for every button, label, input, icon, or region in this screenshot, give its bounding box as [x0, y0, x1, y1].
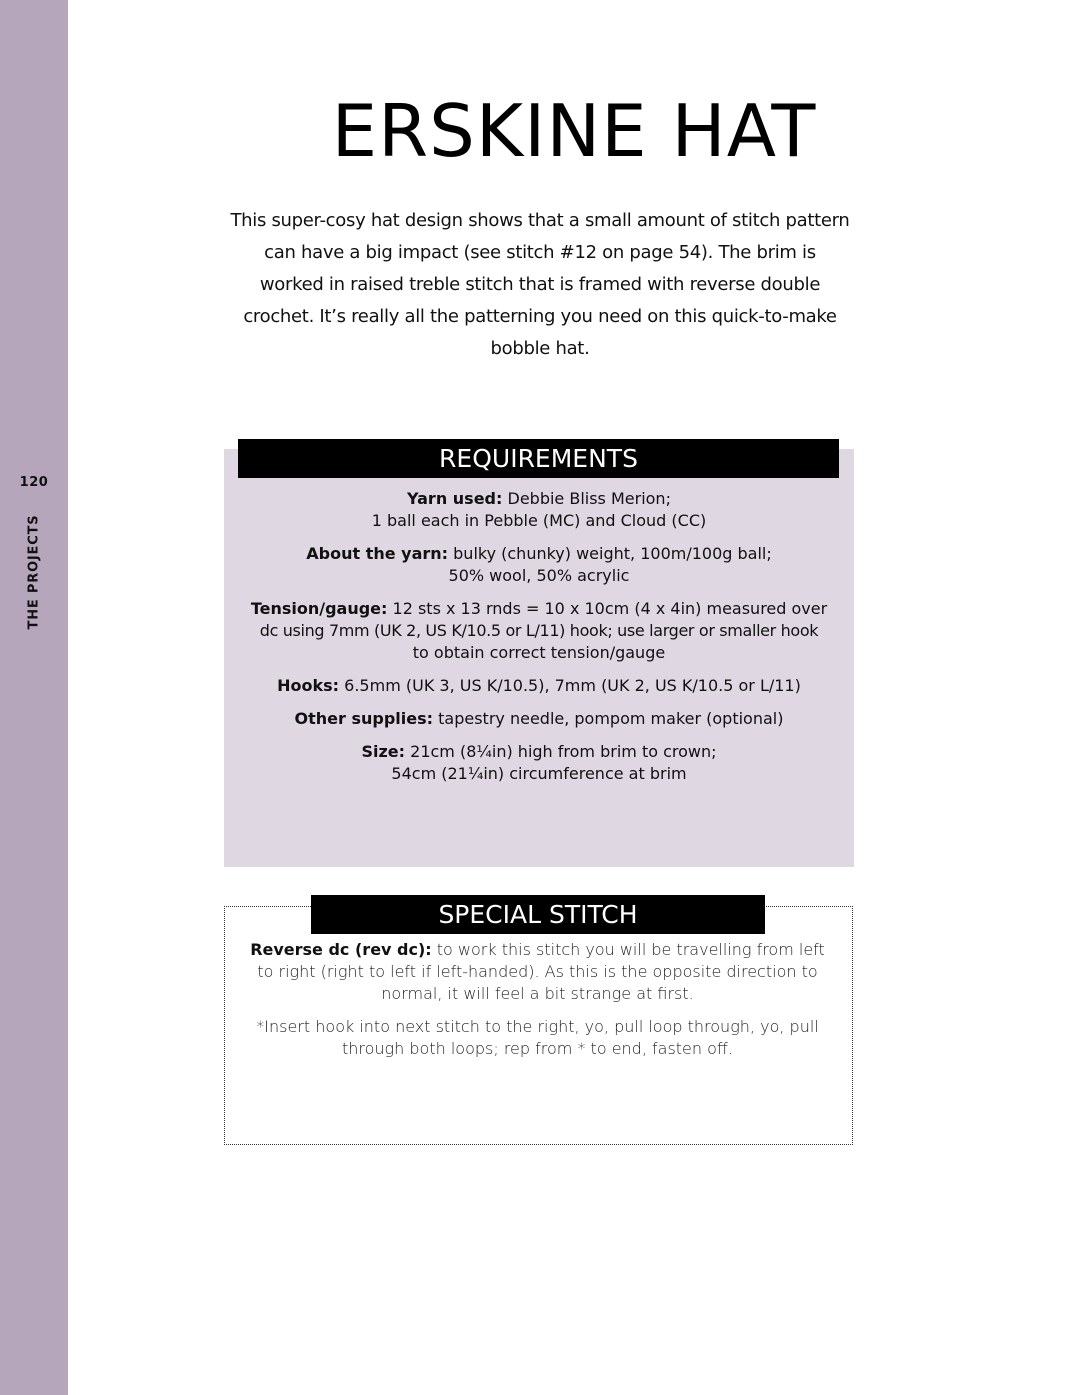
requirement-label: Hooks:: [277, 676, 340, 695]
requirement-value: bulky (chunky) weight, 100m/100g ball;: [448, 544, 772, 563]
requirement-line: [224, 708, 854, 730]
requirements-heading: REQUIREMENTS: [238, 439, 839, 478]
requirement-size: [224, 741, 854, 785]
special-stitch-term: Reverse dc (rev dc):: [250, 940, 432, 959]
page-title: ERSKINE HAT: [331, 89, 817, 173]
requirement-value: dc using 7mm (UK 2, US K/10.5 or L/11) hook; use larger or smaller hook: [259, 621, 819, 640]
requirement-label: Size:: [361, 742, 406, 761]
requirement-line: [224, 675, 854, 697]
requirement-line: [224, 543, 854, 565]
special-stitch-heading: SPECIAL STITCH: [311, 895, 765, 934]
special-stitch-description: to work this stitch you will be travelling from left to right (right to left if left-handed). As this is the opposite direction to normal, it will feel a bit strange at first.: [257, 940, 825, 1003]
requirement-value: 54cm (21¼in) circumference at brim: [391, 764, 687, 783]
requirement-value: to obtain correct tension/gauge: [412, 643, 666, 662]
requirement-value: 50% wool, 50% acrylic: [448, 566, 630, 585]
requirement-value: 6.5mm (UK 3, US K/10.5), 7mm (UK 2, US K/10.5 or L/11): [339, 676, 801, 695]
requirement-label: About the yarn:: [306, 544, 449, 563]
requirement-line: [224, 598, 854, 620]
sidebar: [0, 0, 68, 1395]
requirement-yarn-used: [224, 488, 854, 532]
requirement-line: [224, 741, 854, 763]
requirements-list: [224, 488, 854, 796]
requirement-value: 1 ball each in Pebble (MC) and Cloud (CC): [371, 511, 707, 530]
requirement-line: [224, 488, 854, 510]
requirement-label: Other supplies:: [294, 709, 434, 728]
requirement-about-yarn: [224, 543, 854, 587]
requirement-value: 21cm (8¼in) high from brim to crown;: [405, 742, 717, 761]
page-number: 120: [19, 475, 49, 490]
requirement-tension: [224, 598, 854, 664]
section-label: THE PROJECTS: [26, 514, 42, 630]
requirement-label: Yarn used:: [407, 489, 503, 508]
special-stitch-content: [250, 939, 825, 1071]
special-stitch-definition: [250, 939, 825, 1005]
special-stitch-instructions: *Insert hook into next stitch to the right, yo, pull loop through, yo, pull through both loops; rep from * to end, fasten off.: [256, 1017, 819, 1058]
requirement-hooks: [224, 675, 854, 697]
requirement-value: tapestry needle, pompom maker (optional): [433, 709, 784, 728]
intro-paragraph: This super-cosy hat design shows that a small amount of stitch pattern can have a big impact (see stitch #12 on page 54). The brim is worked in raised treble stitch that is framed with reverse double crochet. It’s really all the patterning you need on this quick-to-make bobble hat.: [230, 210, 850, 359]
requirement-value: 12 sts x 13 rnds = 10 x 10cm (4 x 4in) measured over: [387, 599, 828, 618]
requirement-value: Debbie Bliss Merion;: [502, 489, 671, 508]
requirement-other-supplies: [224, 708, 854, 730]
requirement-label: Tension/gauge:: [250, 599, 388, 618]
